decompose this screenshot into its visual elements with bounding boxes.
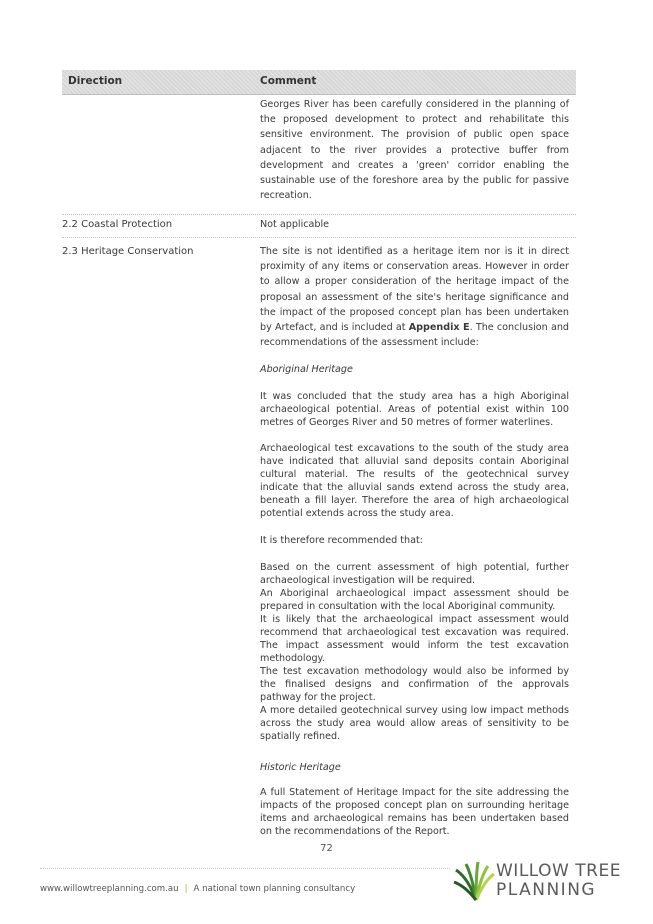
historic-heading-text: Historic Heritage — [260, 762, 341, 773]
aboriginal-heading-text: Aboriginal Heritage — [260, 364, 353, 375]
aboriginal-heading — [260, 362, 569, 377]
footer-separator: | — [184, 884, 188, 894]
logo-text-line2: PLANNING — [496, 880, 597, 900]
intro-text-before: The site is not identified as a heritage item nor is it in direct proximity of any items or conservation areas. However in order to allow a proper consideration of the heritage impact of the proposal an assessment of the site's heritage significance and the impact of the proposed concept plan has been undertaken by Artefact, and is included at — [260, 246, 569, 334]
table-header — [62, 70, 576, 95]
footer-divider — [40, 868, 450, 869]
historic-heading — [260, 760, 569, 775]
page-number: 72 — [320, 843, 333, 854]
row1-comment-text: Georges River has been carefully considered in the planning of the proposed development to protect and rehabilitate this sensitive environment. The provision of public open space adjacent to the river provides a protective buffer from development and creates a 'green' corridor enabling the sustainable use of the foreshore area by the public for passive recreation. — [260, 99, 569, 202]
recommendations-list — [260, 561, 569, 743]
footer-text — [40, 884, 355, 894]
appendix-reference: Appendix E — [408, 322, 470, 334]
row-separator — [62, 214, 576, 215]
row-separator — [62, 237, 576, 238]
company-logo — [452, 856, 622, 906]
recommendation-item: It is likely that the archaeological impact assessment would recommend that archaeological test excavation was required. The impact assessment would inform the test excavation methodology. — [260, 614, 569, 664]
recommendation-item: The test excavation methodology would also be informed by the finalised designs and confirmation of the approvals pathway for the project. — [260, 666, 569, 703]
row2-direction: 2.2 Coastal Protection — [62, 219, 173, 230]
row3-intro — [260, 244, 569, 350]
aboriginal-paragraph-2 — [260, 442, 569, 520]
recommendation-item: An Aboriginal archaeological impact assessment should be prepared in consultation with the local Aboriginal community. — [260, 588, 569, 612]
row3-direction: 2.3 Heritage Conservation — [62, 246, 194, 257]
recommendation-item: A more detailed geotechnical survey using low impact methods across the study area would allow areas of sensitivity to be spatially refined. — [260, 705, 569, 742]
header-comment: Comment — [260, 75, 317, 87]
logo-text-line1: WILLOW TREE — [496, 861, 621, 881]
footer-tagline: A national town planning consultancy — [193, 884, 356, 894]
aboriginal-paragraph-1 — [260, 390, 569, 429]
recommendation-item: Based on the current assessment of high potential, further archaeological investigation will be required. — [260, 562, 569, 586]
historic-paragraph-1 — [260, 786, 569, 838]
recommend-intro-text: It is therefore recommended that: — [260, 535, 423, 546]
row2-comment — [260, 217, 569, 232]
header-direction: Direction — [68, 75, 123, 87]
footer-url[interactable]: www.willowtreeplanning.com.au — [40, 884, 179, 894]
aboriginal-p2-text: Archaeological test excavations to the south of the study area have indicated that alluvial sand deposits contain Aboriginal cultural material. The results of the geotechnical survey indicate that the alluvial sands extend across the study area, beneath a fill layer. Therefore the area of high archaeological potential extends across the study area. — [260, 443, 569, 519]
recommend-intro — [260, 533, 569, 548]
historic-p1-text: A full Statement of Heritage Impact for the site addressing the impacts of the proposed concept plan on surrounding heritage items and archaeological remains has been undertaken based on the recommendations of the Report. — [260, 787, 569, 837]
aboriginal-p1-text: It was concluded that the study area has a high Aboriginal archaeological potential. Areas of potential exist within 100 metres of Georges River and 50 metres of former waterlines. — [260, 391, 569, 428]
willow-tree-logo-icon — [452, 856, 496, 906]
row2-comment-text: Not applicable — [260, 219, 330, 230]
row1-comment — [260, 97, 569, 203]
row3-intro-paragraph — [260, 244, 569, 350]
intro-text-after: . The conclusion and recommendations of the assessment include: — [260, 322, 570, 349]
